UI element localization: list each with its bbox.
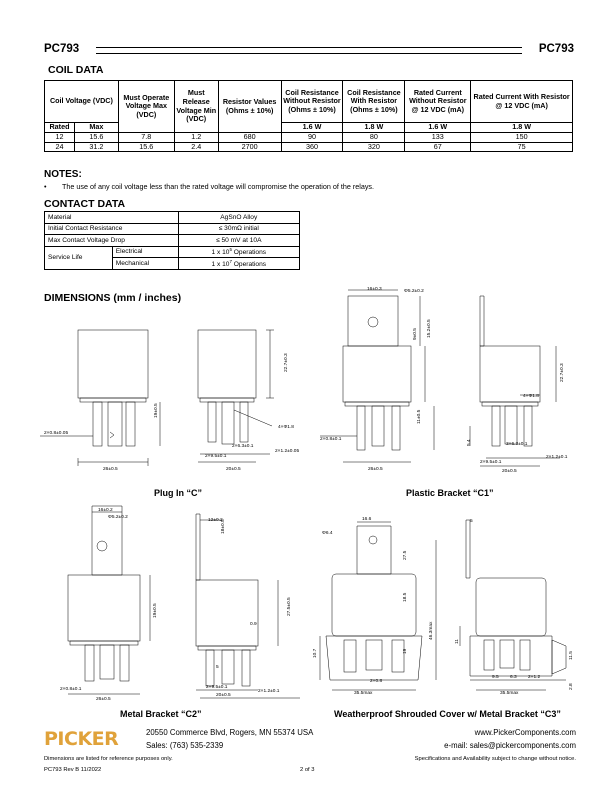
dim-label: 2×9.5±0.1 [206,685,228,690]
dim-label: 6.3 [510,675,517,680]
table-cell: 31.2 [74,142,118,152]
dim-label: 11 [455,639,460,644]
footer-website-link[interactable]: www.PickerComponents.com [474,728,576,737]
dim-label: 19 [403,648,408,654]
table-cell: 320 [343,142,405,152]
table-cell: 12 [45,133,75,143]
part-number-left: PC793 [44,43,80,55]
contact-value: ≤ 50 mV at 10A [178,235,299,247]
dim-label: 5.4 [467,439,472,446]
dim-label: 11.5 [569,651,574,660]
footer-disclaimer-right: Specifications and Availability subject to change without notice. [414,756,576,762]
plug-in-front-view [40,330,160,466]
dim-label: 20±0.5 [226,467,241,472]
bullet-icon: • [44,182,47,191]
footer-sales-phone: Sales: (763) 535-2339 [146,741,224,750]
dim-label: 18.5 [403,592,408,602]
dim-label: 35.5max [354,691,373,696]
contact-value: 1 x $10^7$ Operations [178,258,299,270]
dim-label: 16±0.2 [98,508,113,513]
subheader-wattage: 1.6 W [405,123,471,133]
dim-label: 2×0.8±0.1 [320,437,342,442]
dim-label: 4×Φ1.8 [278,425,294,430]
dimension-labels [44,286,574,702]
footer-disclaimer-left: Dimensions are listed for reference purposes only. [44,756,173,762]
dim-label: 9±0.5 [413,328,418,340]
table-cell: 360 [281,142,343,152]
weatherproof-side-view [460,520,566,690]
dim-label: 11±0.5 [417,409,422,424]
dim-label: 19±0.5 [154,403,159,418]
subheader-wattage: 1.6 W [281,123,343,133]
dim-label: 46.3max [429,621,434,640]
weatherproof-front-view [320,522,436,690]
subheader-wattage: 1.8 W [471,123,573,133]
contact-data-title: CONTACT DATA [44,198,126,210]
dim-label: 5 [470,519,473,524]
picker-logo: PICKER [44,728,119,750]
dim-label: 19±0.5 [153,603,158,618]
subheader-wattage: 1.8 W [343,123,405,133]
dim-label: 26±0.5 [103,467,118,472]
dimensions-title: DIMENSIONS (mm / inches) [44,292,182,304]
table-cell: 75 [471,142,573,152]
header-resistor-values: Resistor Values (Ohms ± 10%) [218,81,281,133]
dim-label: 2×1.2±0.05 [275,449,300,454]
dim-label: 5 [216,665,219,670]
footer-address: 20550 Commerce Blvd, Rogers, MN 55374 USA [146,728,314,737]
dim-label: 15.2±0.5 [427,319,432,338]
dim-label: 20±0.5 [502,469,517,474]
dim-label: 16±0.3 [367,287,382,292]
dim-label: 27.5 [403,550,408,560]
note-text: The use of any coil voltage less than the rated voltage will compromise the operation of the relays. [62,182,375,191]
table-cell: 7.8 [118,133,174,143]
dim-label: Φ5.2±0.2 [404,289,424,294]
table-cell: 1.2 [174,133,218,143]
plug-in-caption: Plug In “C” [154,488,202,498]
plastic-bracket-side-view [470,296,560,466]
dim-label: 3×6.3±0.1 [506,442,528,447]
subheader-max: Max [74,123,118,133]
contact-label: Initial Contact Resistance [45,223,179,235]
footer-email-link[interactable]: e-mail: sales@pickercomponents.com [444,741,576,750]
notes-title: NOTES: [44,169,82,180]
dim-label: 2×0.8±0.05 [44,431,69,436]
part-number-right: PC793 [538,43,574,55]
header-must-operate: Must Operate Voltage Max (VDC) [118,81,174,133]
header-current-without: Rated Current Without Resistor @ 12 VDC (mA) [405,81,471,123]
dim-label: Φ5.2±0.2 [108,515,128,520]
dim-label: 2×9.5±0.1 [480,460,502,465]
dim-label: 18±0.5 [221,519,226,534]
footer-page-number: 2 of 3 [300,767,315,773]
metal-bracket-side-view [196,514,300,698]
contact-value: 1 x $10^5$ Operations [178,246,299,258]
dim-label: 26±0.5 [96,697,111,702]
plastic-bracket-caption: Plastic Bracket “C1” [406,488,494,498]
dim-label: 2×0.8±0.1 [60,687,82,692]
table-cell: 80 [343,133,405,143]
contact-value: AgSnO Alloy [178,212,299,224]
table-cell: 90 [281,133,343,143]
table-cell: 15.6 [118,142,174,152]
dim-label: 2×1.2±0.1 [546,455,568,460]
dim-label: 2×1.2±0.1 [258,689,280,694]
dim-label: 4×Φ1.8 [523,394,539,399]
table-cell: 24 [45,142,75,152]
dim-label: 22.7±0.3 [284,353,289,372]
dim-label: 9.5 [492,675,499,680]
contact-sublabel: Electrical [112,246,178,258]
metal-bracket-front-view [68,506,150,694]
header-current-with: Rated Current With Resistor @ 12 VDC (mA) [471,81,573,123]
dim-label: 22.7±0.3 [560,363,565,382]
contact-value: ≤ 30mΩ initial [178,223,299,235]
footer-revision: PC793 Rev B 11/2022 [44,767,102,773]
table-cell: 15.6 [74,133,118,143]
table-cell: 150 [471,133,573,143]
header-resistance-with: Coil Resistance With Resistor (Ohms ± 10%) [343,81,405,123]
dim-label: 2×6.3±0.1 [232,444,254,449]
dim-label: 26±0.5 [368,467,383,472]
dim-label: 27.5±0.5 [287,597,292,616]
dim-label: 0.9 [250,622,257,627]
header-must-release: Must Release Voltage Min (VDC) [174,81,218,133]
dim-label: 12±0.2 [208,518,223,523]
table-cell: 680 [218,133,281,143]
dim-label: 2×1.2 [528,675,541,680]
contact-label: Max Contact Voltage Drop [45,235,179,247]
header-coil-voltage: Coil Voltage (VDC) [45,81,119,123]
contact-label: Service Life [45,246,113,269]
dim-label: Φ6.4 [322,531,333,536]
dim-label: 2×0.8 [370,679,383,684]
dim-label: 35.5max [500,691,519,696]
dim-label: 2×9.5±0.1 [205,454,227,459]
dim-label: 20±0.5 [216,693,231,698]
plug-in-side-view [198,330,274,462]
dim-label: 10.7 [313,648,318,658]
table-cell: 67 [405,142,471,152]
metal-bracket-caption: Metal Bracket “C2” [120,709,202,719]
table-cell: 2.4 [174,142,218,152]
contact-label: Material [45,212,179,224]
table-cell: 133 [405,133,471,143]
dim-label: 2.8 [569,683,574,690]
subheader-rated: Rated [45,123,75,133]
coil-data-title: COIL DATA [48,64,104,76]
dim-label: 16.6 [362,517,372,522]
weatherproof-caption: Weatherproof Shrouded Cover w/ Metal Bracket “C3” [334,709,561,719]
contact-sublabel: Mechanical [112,258,178,270]
header-resistance-without: Coil Resistance Without Resistor (Ohms ± 10%) [281,81,343,123]
table-cell: 2700 [218,142,281,152]
